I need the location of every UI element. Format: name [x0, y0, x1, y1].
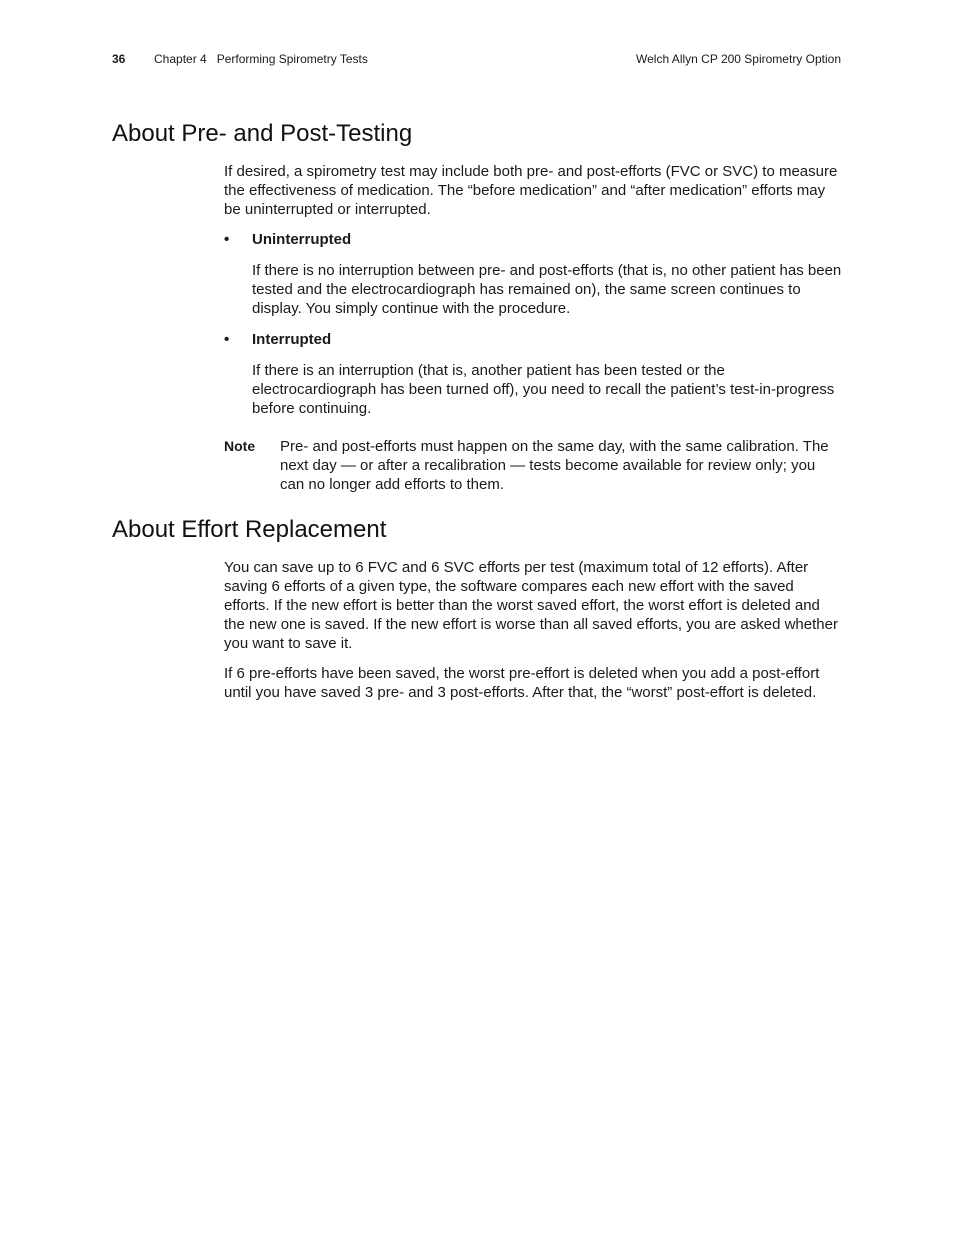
note-label: Note	[224, 438, 256, 454]
page-number: 36	[112, 52, 126, 66]
effort-replacement-paragraph: You can save up to 6 FVC and 6 SVC efforts per test (maximum total of 12 efforts). After saving 6 efforts of a given type, the software compares each new effort with the saved efforts. If the new effort is better than the worst saved effort, the worst effort is deleted and the new one is saved. If the new effort is worse than all saved efforts, you are asked whether you want to save it.	[224, 559, 838, 652]
bullet-heading-interrupted: Interrupted	[252, 331, 332, 348]
document-title: Welch Allyn CP 200 Spirometry Option	[636, 52, 841, 66]
bullet-marker: •	[224, 331, 230, 348]
effort-replacement-paragraph-1-block	[224, 558, 842, 653]
bullet-text-uninterrupted: If there is no interruption between pre- and post-efforts (that is, no other patient has been tested and the electrocardiograph has remained on), the same screen continues to display. You simply continue with the procedure.	[252, 262, 842, 317]
pre-post-intro-paragraph: If desired, a spirometry test may include both pre- and post-efforts (FVC or SVC) to measure the effectiveness of medication. The “before medication” and “after medication” efforts may be uninterrupted or interrupted.	[224, 163, 838, 218]
bullet-text-interrupted: If there is an interruption (that is, another patient has been tested or the electrocardiograph has been turned off), you need to recall the patient’s test-in-progress before continuing.	[252, 362, 835, 417]
section-title-pre-post-testing: About Pre- and Post-Testing	[112, 120, 413, 147]
section-title-effort-replacement: About Effort Replacement	[112, 516, 387, 543]
chapter-title: Chapter 4 Performing Spirometry Tests	[154, 52, 368, 66]
bullet-marker: •	[224, 231, 230, 248]
pre-post-intro-block	[224, 162, 842, 219]
effort-replacement-paragraph: If 6 pre-efforts have been saved, the worst pre-effort is deleted when you add a post-effort until you have saved 3 pre- and 3 post-efforts. After that, the “worst” post-effort is deleted.	[224, 665, 820, 701]
effort-replacement-paragraph-2-block	[224, 664, 842, 702]
note-text: Pre- and post-efforts must happen on the same day, with the same calibration. The next day — or after a recalibration — tests become available for review only; you can no longer add efforts to them.	[280, 438, 829, 493]
bullet-heading-uninterrupted: Uninterrupted	[252, 231, 352, 248]
page-header	[112, 52, 841, 70]
